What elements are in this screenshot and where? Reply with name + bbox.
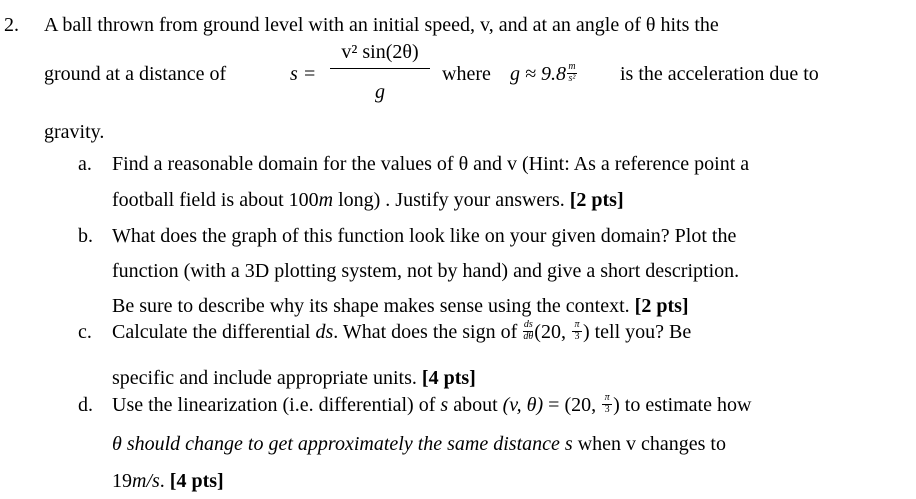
- part-d-points: [4 pts]: [169, 470, 224, 492]
- part-c-line-2: specific and include appropriate units. [4 pts]: [112, 367, 476, 389]
- part-b-line-1: What does the graph of this function look like on your given domain? Plot the: [112, 225, 737, 247]
- fraction-bar: [330, 68, 430, 69]
- part-c-label: c.: [78, 321, 92, 343]
- part-d-line-1: Use the linearization (i.e. differential) of s about (v, θ) = (20, $\frac{\pi}{3}$ ) to estimate how: [112, 392, 752, 416]
- problem-line-3: gravity.: [44, 121, 105, 143]
- part-d-line-2: θ should change to get approximately the same distance s when v changes to: [112, 433, 726, 455]
- part-a-points: [2 pts]: [569, 189, 624, 211]
- distance-equation-lhs: s =: [290, 63, 317, 85]
- formula-denominator: g: [375, 81, 385, 103]
- pi-over-3: $\frac{\pi}{3}$: [571, 322, 583, 342]
- problem-number: 2.: [4, 14, 19, 36]
- part-b-points: [2 pts]: [634, 295, 689, 317]
- part-d-line-3: 19m/s. [4 pts]: [112, 470, 224, 492]
- formula-numerator: v² sin(2θ): [341, 41, 419, 63]
- problem-line-1: A ball thrown from ground level with an initial speed, v, and at an angle of θ hits the: [44, 14, 719, 36]
- part-a-line-1: Find a reasonable domain for the values of θ and v (Hint: As a reference point a: [112, 153, 750, 175]
- part-c-line-1: Calculate the differential ds. What does the sign of $\frac{ds}{d\theta}$ (20, $\frac{\pi}{3}$ ) tell you? Be: [112, 319, 692, 343]
- acceleration-text: is the acceleration due to: [620, 63, 819, 85]
- part-d-label: d.: [78, 394, 93, 416]
- part-b-line-3: Be sure to describe why its shape makes sense using the context. [2 pts]: [112, 295, 689, 317]
- part-a-label: a.: [78, 153, 92, 175]
- distance-formula-fraction: [330, 40, 430, 110]
- part-c-points: [4 pts]: [421, 367, 476, 389]
- where-word: where: [442, 63, 491, 85]
- part-b-line-2: function (with a 3D plotting system, not by hand) and give a short description.: [112, 260, 740, 282]
- part-a-line-2: football field is about 100m long) . Justify your answers. [2 pts]: [112, 189, 624, 211]
- gravity-approx: g ≈ 9.8 $\frac{m}{\text{s²}}$: [510, 62, 578, 86]
- pi-over-3: $\frac{\pi}{3}$: [601, 395, 613, 415]
- part-b-label: b.: [78, 225, 93, 247]
- gravity-units: $\frac{m}{\text{s²}}$: [568, 61, 576, 84]
- problem-line-2-prefix: ground at a distance of: [44, 63, 227, 85]
- derivative-fraction: $\frac{ds}{d\theta}$: [523, 319, 534, 342]
